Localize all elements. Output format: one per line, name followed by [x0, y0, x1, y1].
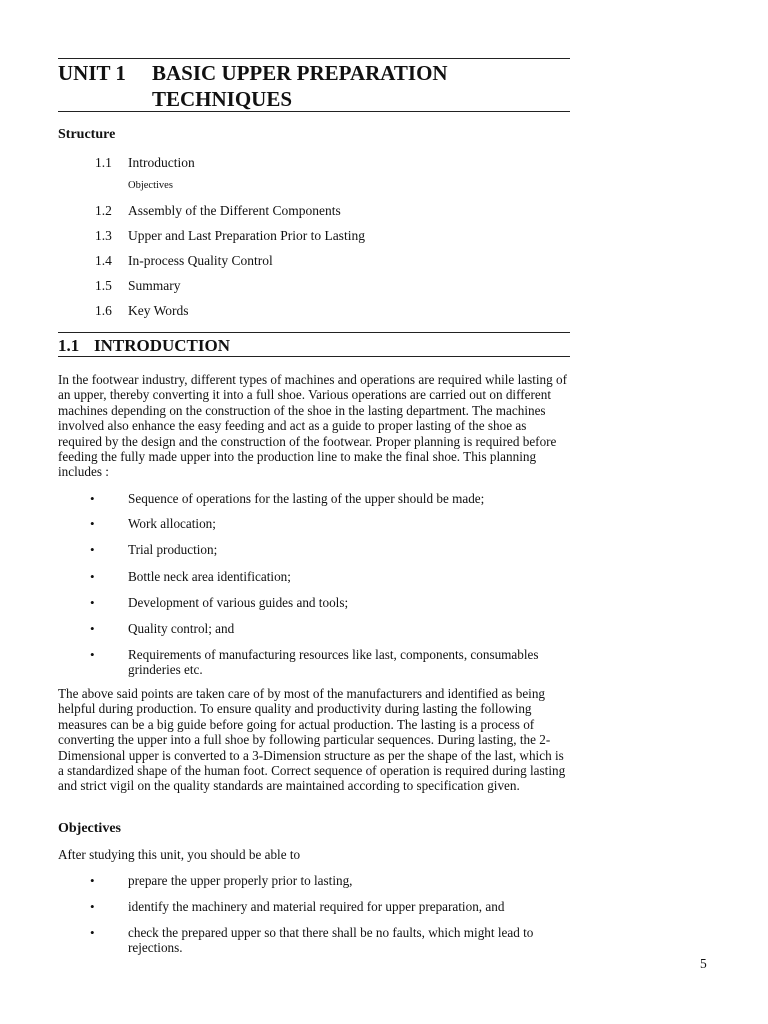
toc-item-label: Key Words	[128, 303, 189, 318]
list-item-text: Trial production;	[128, 542, 218, 557]
toc-item-number: 1.3	[95, 228, 112, 243]
title-bottom-rule	[58, 111, 570, 112]
intro-paragraph: In the footwear industry, different types of machines and operations are required while lasting of an upper, thereby converting it into a full shoe. Various operations are carried out on different machines depending on the construction of the shoe in the lasting department. The machines involved also enhance the easy feeding and act as a guide to proper lasting of the shoe as required by the design and the construction of the footwear. Proper planning is required before feeding the fully made upper into the production line to make the final shoe. This planning includes :	[58, 372, 568, 480]
section-top-rule	[58, 332, 570, 333]
bullet-symbol: •	[90, 516, 95, 531]
bullet-symbol: •	[90, 595, 95, 610]
toc-item-label: Introduction	[128, 155, 195, 170]
section-bottom-rule	[58, 356, 570, 357]
objectives-intro: After studying this unit, you should be able to	[58, 847, 301, 862]
section-title-text: INTRODUCTION	[94, 336, 231, 355]
toc-item-label: Upper and Last Preparation Prior to Lasting	[128, 228, 365, 243]
toc-item-number: 1.4	[95, 253, 112, 268]
list-item-text: Sequence of operations for the lasting of the upper should be made;	[128, 491, 485, 506]
unit-title-line-1: BASIC UPPER PREPARATION	[152, 61, 448, 85]
list-item-text: Quality control; and	[128, 621, 235, 636]
list-item-text: check the prepared upper so that there shall be no faults, which might lead to rejections.	[128, 925, 534, 956]
unit-number: UNIT 1	[58, 61, 126, 85]
toc-item	[95, 228, 365, 244]
toc-item	[95, 253, 273, 269]
bullet-symbol: •	[90, 491, 95, 506]
toc-item-label: Assembly of the Different Components	[128, 203, 341, 218]
second-paragraph: The above said points are taken care of by most of the manufacturers and identified as being helpful during production. To ensure quality and productivity during lasting the following measures can be a big guide before going for actual production. The lasting is a process of converting the upper into a full shoe by following particular sequences. During lasting, the 2-Dimensional upper is converted to a 3-Dimension structure as per the shape of the last, which is a standardized shape of the human foot. Correct sequence of operation is required during lasting and strict vigil on the quality standards are maintained according to specification given.	[58, 686, 566, 794]
bullet-symbol: •	[90, 621, 95, 636]
list-item-text: Bottle neck area identification;	[128, 569, 291, 584]
structure-heading: Structure	[58, 127, 116, 142]
toc-item	[95, 203, 341, 219]
toc-item	[95, 303, 189, 319]
bullet-symbol: •	[90, 542, 95, 557]
toc-item-label: In-process Quality Control	[128, 253, 273, 268]
list-item-text: Development of various guides and tools;	[128, 595, 349, 610]
toc-item-number: 1.5	[95, 278, 112, 293]
objectives-heading: Objectives	[58, 821, 121, 836]
toc-item	[95, 278, 181, 294]
bullet-symbol: •	[90, 569, 95, 584]
bullet-symbol: •	[90, 899, 95, 914]
unit-title-line-2: TECHNIQUES	[152, 87, 293, 111]
toc-item-number: 1.6	[95, 303, 112, 318]
toc-item-label: Summary	[128, 278, 181, 293]
toc-item	[95, 155, 195, 171]
section-title	[58, 336, 230, 356]
page-number: 5	[700, 956, 707, 971]
toc-item-number: 1.1	[95, 155, 112, 170]
bullet-symbol: •	[90, 873, 95, 888]
toc-subitem-objectives: Objectives	[128, 180, 173, 191]
title-top-rule	[58, 58, 570, 59]
list-item-text: Requirements of manufacturing resources like last, components, consumables grinderies etc.	[128, 647, 539, 678]
bullet-symbol: •	[90, 925, 95, 940]
list-item-text: Work allocation;	[128, 516, 216, 531]
list-item-text: prepare the upper properly prior to lasting,	[128, 873, 353, 888]
section-number: 1.1	[58, 336, 80, 355]
bullet-symbol: •	[90, 647, 95, 662]
toc-item-number: 1.2	[95, 203, 112, 218]
list-item-text: identify the machinery and material required for upper preparation, and	[128, 899, 505, 914]
